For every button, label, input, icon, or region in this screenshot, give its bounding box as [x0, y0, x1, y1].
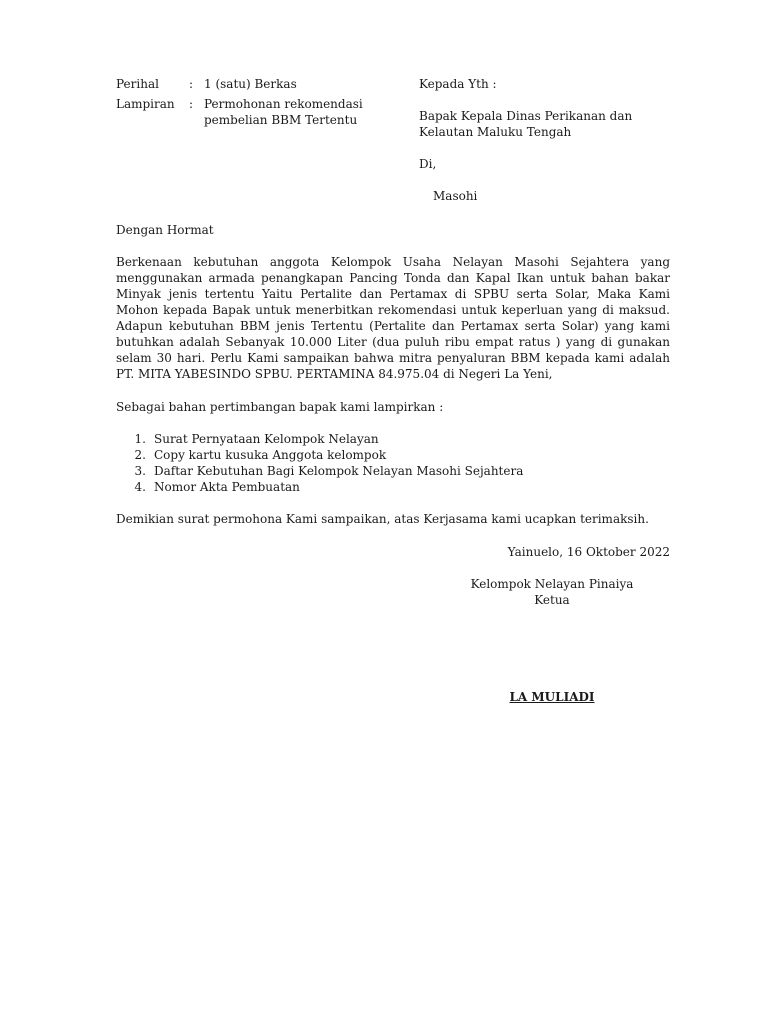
list-item	[116, 479, 616, 495]
salutation: Dengan Hormat	[116, 223, 214, 237]
lampiran-colon: :	[189, 97, 194, 111]
signature-org: Kelompok Nelayan Pinaiya	[470, 577, 634, 591]
recipient-city: Masohi	[433, 189, 478, 203]
attachments-intro: Sebagai bahan pertimbangan bapak kami lampirkan :	[116, 400, 444, 414]
lampiran-value-line2: pembelian BBM Tertentu	[204, 113, 358, 127]
list-item-number: 4.	[134, 480, 146, 494]
list-item-text: Copy kartu kusuka Anggota kelompok	[154, 448, 387, 462]
list-item	[116, 447, 616, 463]
recipient-kepada: Kepada Yth :	[419, 77, 497, 91]
list-item-number: 2.	[134, 448, 146, 462]
list-item-number: 1.	[134, 432, 146, 446]
list-item-text: Daftar Kebutuhan Bagi Kelompok Nelayan Masohi Sejahtera	[154, 464, 524, 478]
perihal-value: 1 (satu) Berkas	[204, 77, 297, 91]
lampiran-value	[204, 96, 406, 128]
signature-role: Ketua	[534, 593, 570, 607]
closing-paragraph: Demikian surat permohona Kami sampaikan, atas Kerjasama kami ucapkan terimaksih.	[116, 512, 649, 526]
recipient-block	[419, 76, 679, 204]
letter-meta	[116, 76, 406, 128]
signature-block	[466, 576, 638, 608]
perihal-row	[116, 76, 406, 92]
lampiran-label: Lampiran	[116, 97, 175, 111]
list-item	[116, 431, 616, 447]
list-item-text: Surat Pernyataan Kelompok Nelayan	[154, 432, 379, 446]
lampiran-row	[116, 96, 406, 128]
perihal-colon: :	[189, 77, 194, 91]
recipient-di: Di,	[419, 157, 437, 171]
place-date: Yainuelo, 16 Oktober 2022	[507, 545, 670, 559]
signer-name: LA MULIADI	[509, 690, 595, 704]
list-item-number: 3.	[134, 464, 146, 478]
attachments-list	[116, 431, 616, 495]
recipient-line1: Bapak Kepala Dinas Perikanan dan	[419, 109, 633, 123]
perihal-label: Perihal	[116, 77, 159, 91]
lampiran-value-line1: Permohonan rekomendasi	[204, 97, 363, 111]
list-item	[116, 463, 616, 479]
list-item-text: Nomor Akta Pembuatan	[154, 480, 300, 494]
body-paragraph: Berkenaan kebutuhan anggota Kelompok Usaha Nelayan Masohi Sejahtera yang menggunakan armada penangkapan Pancing Tonda dan Kapal Ikan untuk bahan bakar Minyak jenis tertentu Yaitu Pertalite dan Pertamax di SPBU serta Solar, Maka Kami Mohon kepada Bapak untuk menerbitkan rekomendasi untuk keperluan yang di maksud. Adapun kebutuhan BBM jenis Tertentu (Pertalite dan Pertamax serta Solar) yang kami butuhkan adalah Sebanyak 10.000 Liter (dua puluh ribu empat ratus ) yang di gunakan selam 30 hari. Perlu Kami sampaikan bahwa mitra penyaluran BBM kepada kami adalah PT. MITA YABESINDO SPBU. PERTAMINA 84.975.04 di Negeri La Yeni,	[116, 255, 670, 381]
recipient-line2: Kelautan Maluku Tengah	[419, 125, 572, 139]
